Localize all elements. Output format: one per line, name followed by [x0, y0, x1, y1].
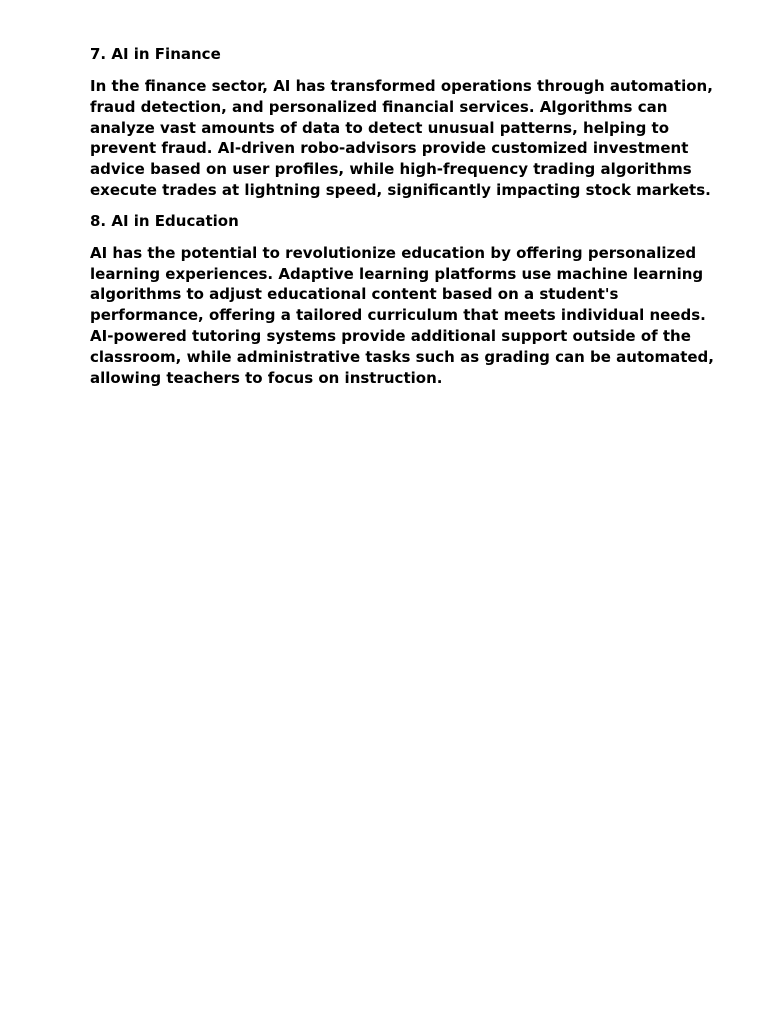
paragraph-line: advice based on user profiles, while high-frequency trading algorithms [90, 160, 692, 179]
document-page [90, 44, 730, 398]
paragraph-line: In the finance sector, AI has transformed operations through automation, [90, 77, 713, 95]
section-paragraph [90, 243, 730, 389]
paragraph-line: execute trades at lightning speed, significantly impacting stock markets. [90, 180, 711, 199]
paragraph-line: AI has the potential to revolutionize education by offering personalized [90, 243, 697, 262]
paragraph-line: learning experiences. Adaptive learning platforms use machine learning [90, 264, 704, 283]
paragraph-line: classroom, while administrative tasks such as grading can be automated, [90, 347, 714, 366]
section-ai-in-education [90, 211, 730, 389]
paragraph-line: performance, offering a tailored curriculum that meets individual needs. [90, 306, 706, 325]
paragraph-line: allowing teachers to focus on instruction. [90, 368, 443, 387]
section-ai-in-finance [90, 44, 730, 201]
section-heading: 8. AI in Education [90, 211, 239, 230]
paragraph-line: fraud detection, and personalized financial services. Algorithms can [90, 97, 668, 116]
paragraph-line: AI-powered tutoring systems provide additional support outside of the [90, 326, 691, 345]
section-heading: 7. AI in Finance [90, 45, 221, 63]
paragraph-line: analyze vast amounts of data to detect unusual patterns, helping to [90, 118, 670, 137]
paragraph-line: algorithms to adjust educational content based on a student's [90, 285, 619, 304]
section-paragraph [90, 76, 730, 201]
paragraph-line: prevent fraud. AI-driven robo-advisors provide customized investment [90, 139, 689, 158]
